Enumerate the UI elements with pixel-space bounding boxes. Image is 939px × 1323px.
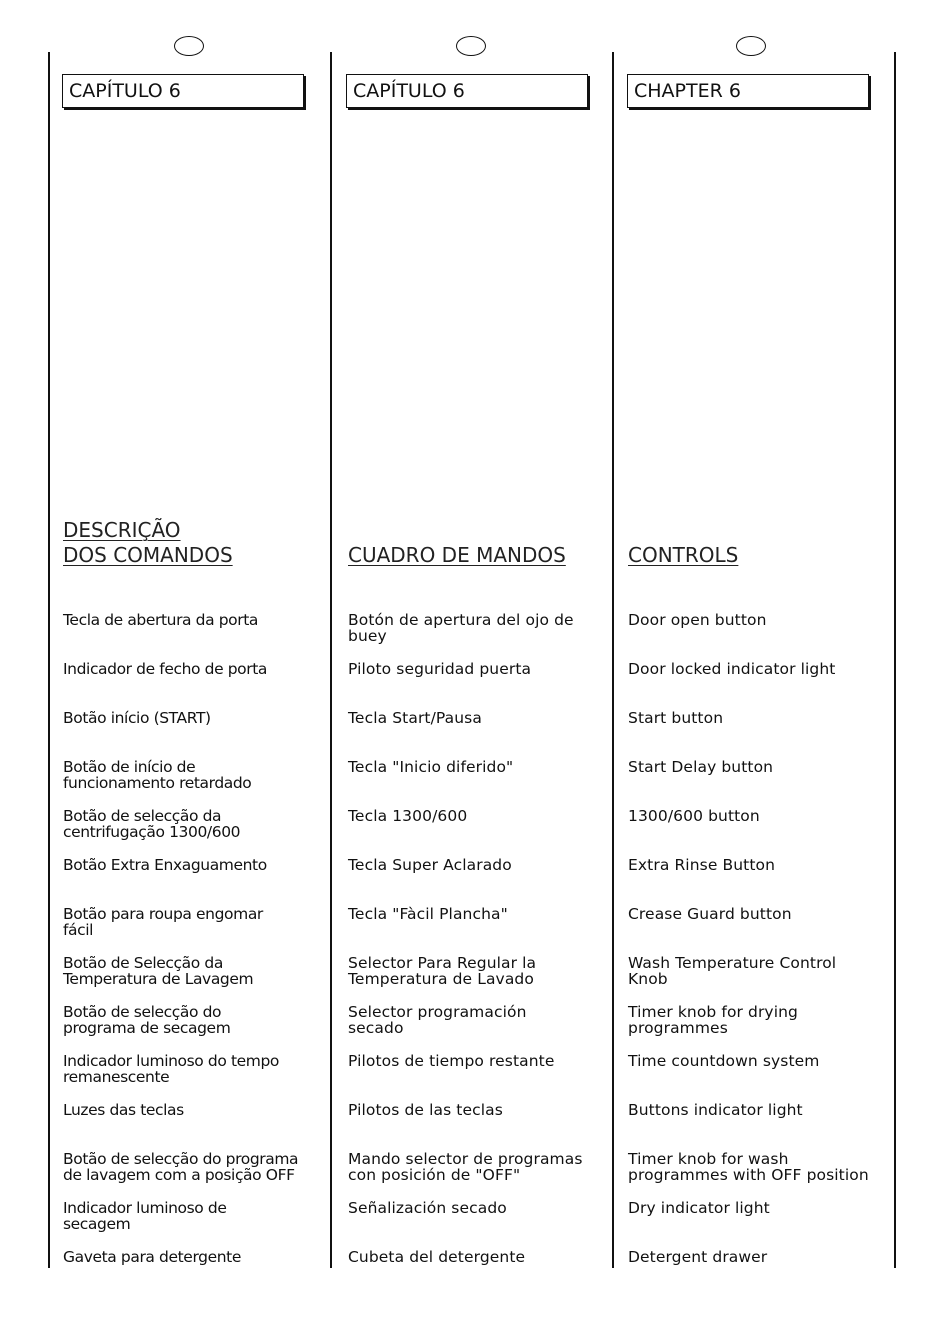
section-title-line-2: DOS COMANDOS xyxy=(63,543,233,567)
control-item: Botão início (START) xyxy=(63,709,211,727)
control-item: Timer knob for drying programmes xyxy=(628,1003,798,1037)
language-flag-icon xyxy=(456,36,486,56)
control-item: 1300/600 button xyxy=(628,807,760,825)
control-item: Crease Guard button xyxy=(628,905,792,923)
control-item: Botão de selecção da centrifugação 1300/600 xyxy=(63,807,241,841)
control-item: Mando selector de programas con posición de "OFF" xyxy=(348,1150,583,1184)
chapter-heading: CHAPTER 6 xyxy=(627,74,869,108)
control-item: Pilotos de tiempo restante xyxy=(348,1052,555,1070)
chapter-heading: CAPÍTULO 6 xyxy=(62,74,304,108)
column-english xyxy=(614,0,884,1323)
control-item: Tecla "Inicio diferido" xyxy=(348,758,514,776)
control-item: Indicador de fecho de porta xyxy=(63,660,268,678)
control-item: Tecla Super Aclarado xyxy=(348,856,512,874)
control-item: Indicador luminoso de secagem xyxy=(63,1199,227,1233)
column-spanish xyxy=(334,0,604,1323)
control-item: Selector Para Regular la Temperatura de Lavado xyxy=(348,954,537,988)
control-item: Botão de selecção do programa de lavagem com a posição OFF xyxy=(63,1150,299,1184)
control-item: Tecla de abertura da porta xyxy=(63,611,259,629)
chapter-heading: CAPÍTULO 6 xyxy=(346,74,588,108)
control-item: Luzes das teclas xyxy=(63,1101,184,1119)
control-item: Botón de apertura del ojo de buey xyxy=(348,611,574,645)
control-item: Botão para roupa engomar fácil xyxy=(63,905,263,939)
control-item: Piloto seguridad puerta xyxy=(348,660,532,678)
column-portuguese xyxy=(49,0,319,1323)
control-item: Door open button xyxy=(628,611,767,629)
control-item: Tecla 1300/600 xyxy=(348,807,468,825)
control-item: Detergent drawer xyxy=(628,1248,768,1266)
control-item: Botão de início de funcionamento retardado xyxy=(63,758,252,792)
control-item: Botão de Selecção da Temperatura de Lavagem xyxy=(63,954,254,988)
control-item: Botão de selecção do programa de secagem xyxy=(63,1003,231,1037)
control-item: Dry indicator light xyxy=(628,1199,770,1217)
control-item: Tecla Start/Pausa xyxy=(348,709,482,727)
control-item: Door locked indicator light xyxy=(628,660,836,678)
control-item: Indicador luminoso do tempo remanescente xyxy=(63,1052,279,1086)
control-item: Start button xyxy=(628,709,724,727)
column-divider-middle-left xyxy=(330,52,332,1268)
controls-list xyxy=(628,612,890,1298)
control-item: Buttons indicator light xyxy=(628,1101,803,1119)
control-item: Start Delay button xyxy=(628,758,774,776)
control-item: Gaveta para detergente xyxy=(63,1248,241,1266)
section-title-line-1: DESCRIÇÃO xyxy=(63,518,181,542)
language-flag-icon xyxy=(736,36,766,56)
column-divider-right xyxy=(894,52,896,1268)
section-title-line-1: CUADRO DE MANDOS xyxy=(348,543,566,567)
control-item: Cubeta del detergente xyxy=(348,1248,526,1266)
section-title-line-1: CONTROLS xyxy=(628,543,739,567)
control-item: Botão Extra Enxaguamento xyxy=(63,856,267,874)
control-item: Time countdown system xyxy=(628,1052,820,1070)
control-item: Extra Rinse Button xyxy=(628,856,775,874)
controls-list xyxy=(348,612,610,1298)
control-item: Wash Temperature Control Knob xyxy=(628,954,837,988)
control-item: Timer knob for wash programmes with OFF position xyxy=(628,1150,869,1184)
controls-list xyxy=(63,612,325,1298)
control-item: Pilotos de las teclas xyxy=(348,1101,503,1119)
control-item: Tecla "Fàcil Plancha" xyxy=(348,905,508,923)
control-item: Selector programación secado xyxy=(348,1003,527,1037)
control-item: Señalización secado xyxy=(348,1199,507,1217)
language-flag-icon xyxy=(174,36,204,56)
